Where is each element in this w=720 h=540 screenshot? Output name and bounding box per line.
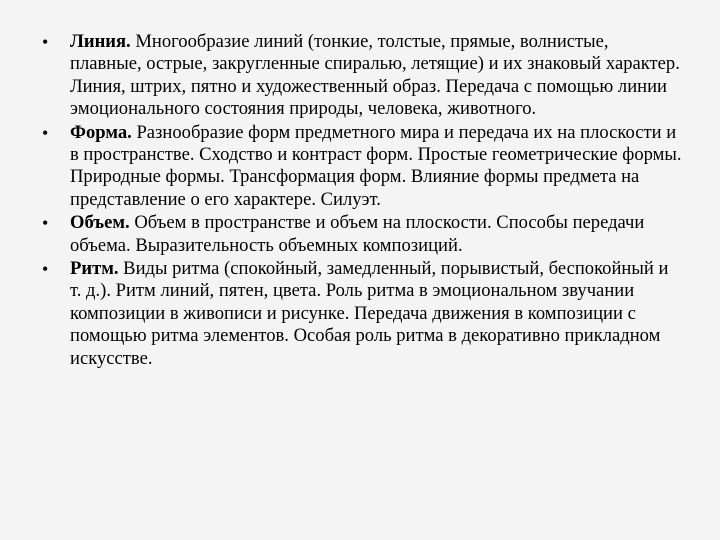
bullet-icon: • — [42, 32, 49, 52]
list-item-form — [42, 122, 682, 212]
item-text: Многообразие линий (тонкие, толстые, прямые, волнистые, плавные, острые, закругленные спиралью, летящие) и их знаковый характер. Линия, штрих, пятно и художественный образ. Передача с помощью линии эмоционального состояния природы, человека, животного. — [70, 31, 680, 120]
list-item-volume — [42, 212, 682, 257]
item-text: Виды ритма (спокойный, замедленный, порывистый, беспокойный и т. д.). Ритм линий, пятен, цвета. Роль ритма в эмоциональном звучании композиции в живописи и рисунке. Передача движения в композиции с помощью ритма элементов. Особая роль ритма в декоративно прикладном искусстве. — [70, 258, 669, 369]
list-item-line — [42, 31, 682, 121]
term-label: Ритм. — [70, 258, 119, 280]
item-text: Объем в пространстве и объем на плоскости. Способы передачи объема. Выразительность объемных композиций. — [70, 212, 645, 256]
item-text: Разнообразие форм предметного мира и передача их на плоскости и в пространстве. Сходство и контраст форм. Простые геометрические формы. Природные формы. Трансформация форм. Влияние формы предмета на представление о его характере. Силуэт. — [70, 121, 682, 210]
term-label: Линия. — [70, 31, 131, 52]
bullet-icon: • — [42, 259, 49, 280]
bullet-icon: • — [42, 213, 49, 234]
list-item-rhythm — [42, 258, 682, 370]
term-label: Форма. — [70, 121, 132, 143]
term-label: Объем. — [70, 212, 130, 234]
bullet-icon: • — [42, 122, 49, 143]
bullet-list — [42, 31, 682, 370]
